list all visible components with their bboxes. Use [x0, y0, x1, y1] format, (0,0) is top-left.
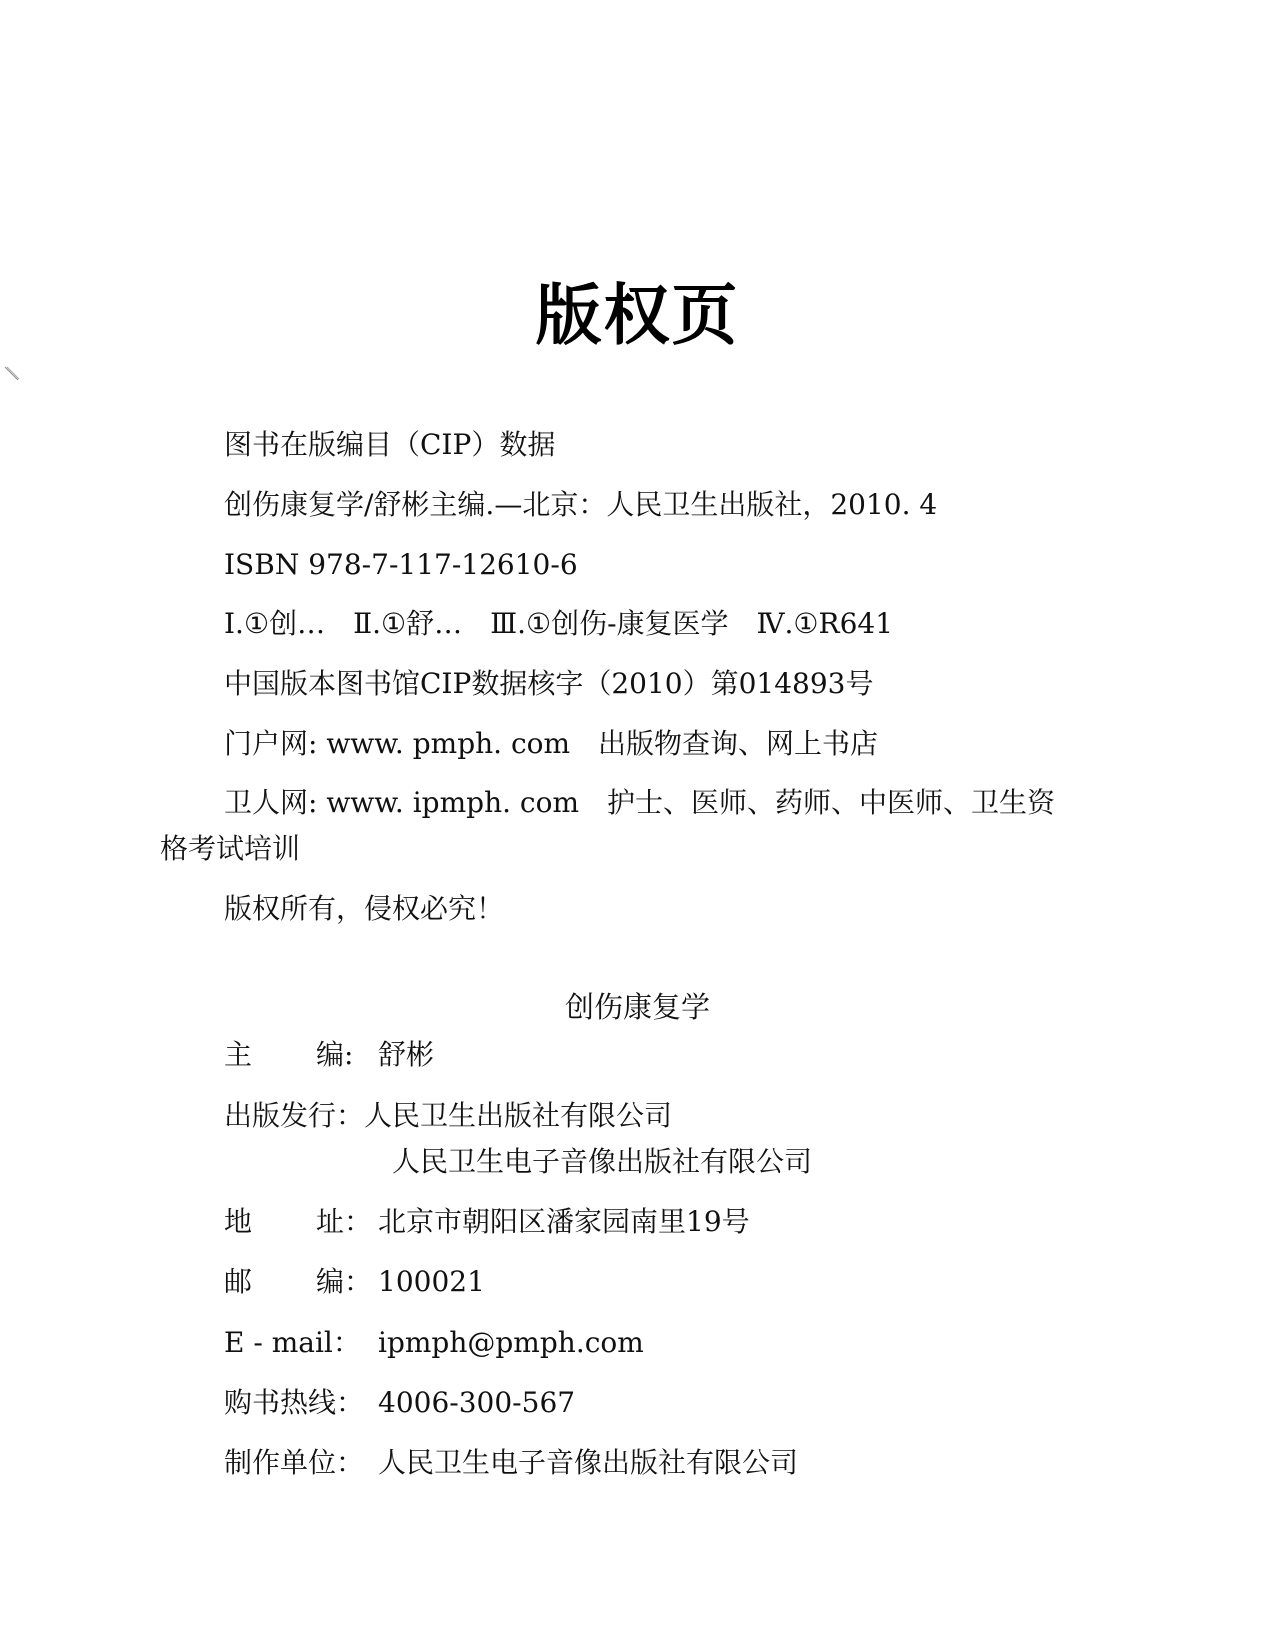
email-value: ipmph@pmph.com: [378, 1326, 644, 1359]
editor-label-part1: 主: [224, 1038, 253, 1071]
producer-value: 人民卫生电子音像出版社有限公司: [378, 1446, 799, 1479]
address-label: [224, 1205, 378, 1239]
address-label-part1: 地: [224, 1205, 253, 1238]
scan-mark-icon: [4, 366, 20, 382]
editor-value: 舒彬: [378, 1038, 435, 1071]
producer-row: [224, 1446, 798, 1480]
postcode-label-part1: 邮: [224, 1265, 253, 1298]
address-row: [224, 1205, 750, 1239]
hotline-row: [224, 1386, 575, 1420]
postcode-value: 100021: [378, 1265, 485, 1298]
address-value: 北京市朝阳区潘家园南里19号: [378, 1205, 750, 1238]
cip-approval: 中国版本图书馆CIP数据核字（2010）第014893号: [224, 667, 874, 700]
rights-notice: 版权所有，侵权必究！: [224, 892, 505, 925]
postcode-label: [224, 1265, 378, 1299]
postcode-row: [224, 1265, 485, 1299]
cip-citation: 创伤康复学/舒彬主编.—北京：人民卫生出版社，2010. 4: [224, 488, 938, 521]
page-title: 版权页: [535, 277, 740, 354]
email-row: [224, 1326, 644, 1360]
editor-label: [224, 1038, 378, 1072]
postcode-label-part2: 编：: [316, 1265, 373, 1298]
portal-website: 门户网: www. pmph. com 出版物查询、网上书店: [224, 727, 879, 760]
publisher-value-1: 人民卫生出版社有限公司: [364, 1099, 673, 1132]
cip-heading: 图书在版编目（CIP）数据: [224, 428, 556, 461]
producer-label: 制作单位：: [224, 1446, 365, 1479]
book-title: 创伤康复学: [564, 990, 710, 1024]
hotline-value: 4006-300-567: [378, 1386, 576, 1419]
weiren-website-line2: 格考试培训: [160, 832, 301, 865]
editor-row: [224, 1038, 434, 1072]
publisher-value-2: 人民卫生电子音像出版社有限公司: [392, 1145, 813, 1178]
classification: Ⅰ.①创… Ⅱ.①舒… Ⅲ.①创伤-康复医学 Ⅳ.①R641: [224, 607, 894, 640]
weiren-website-line1: 卫人网: www. ipmph. com 护士、医师、药师、中医师、卫生资: [224, 786, 1055, 819]
publisher-row: [224, 1099, 672, 1133]
publisher-label: 出版发行：: [224, 1099, 365, 1132]
hotline-label: 购书热线：: [224, 1386, 365, 1419]
isbn: ISBN 978-7-117-12610-6: [224, 548, 578, 581]
address-label-part2: 址：: [316, 1205, 373, 1238]
email-label: E - mail：: [224, 1326, 361, 1359]
editor-label-part2: 编:: [316, 1038, 354, 1071]
